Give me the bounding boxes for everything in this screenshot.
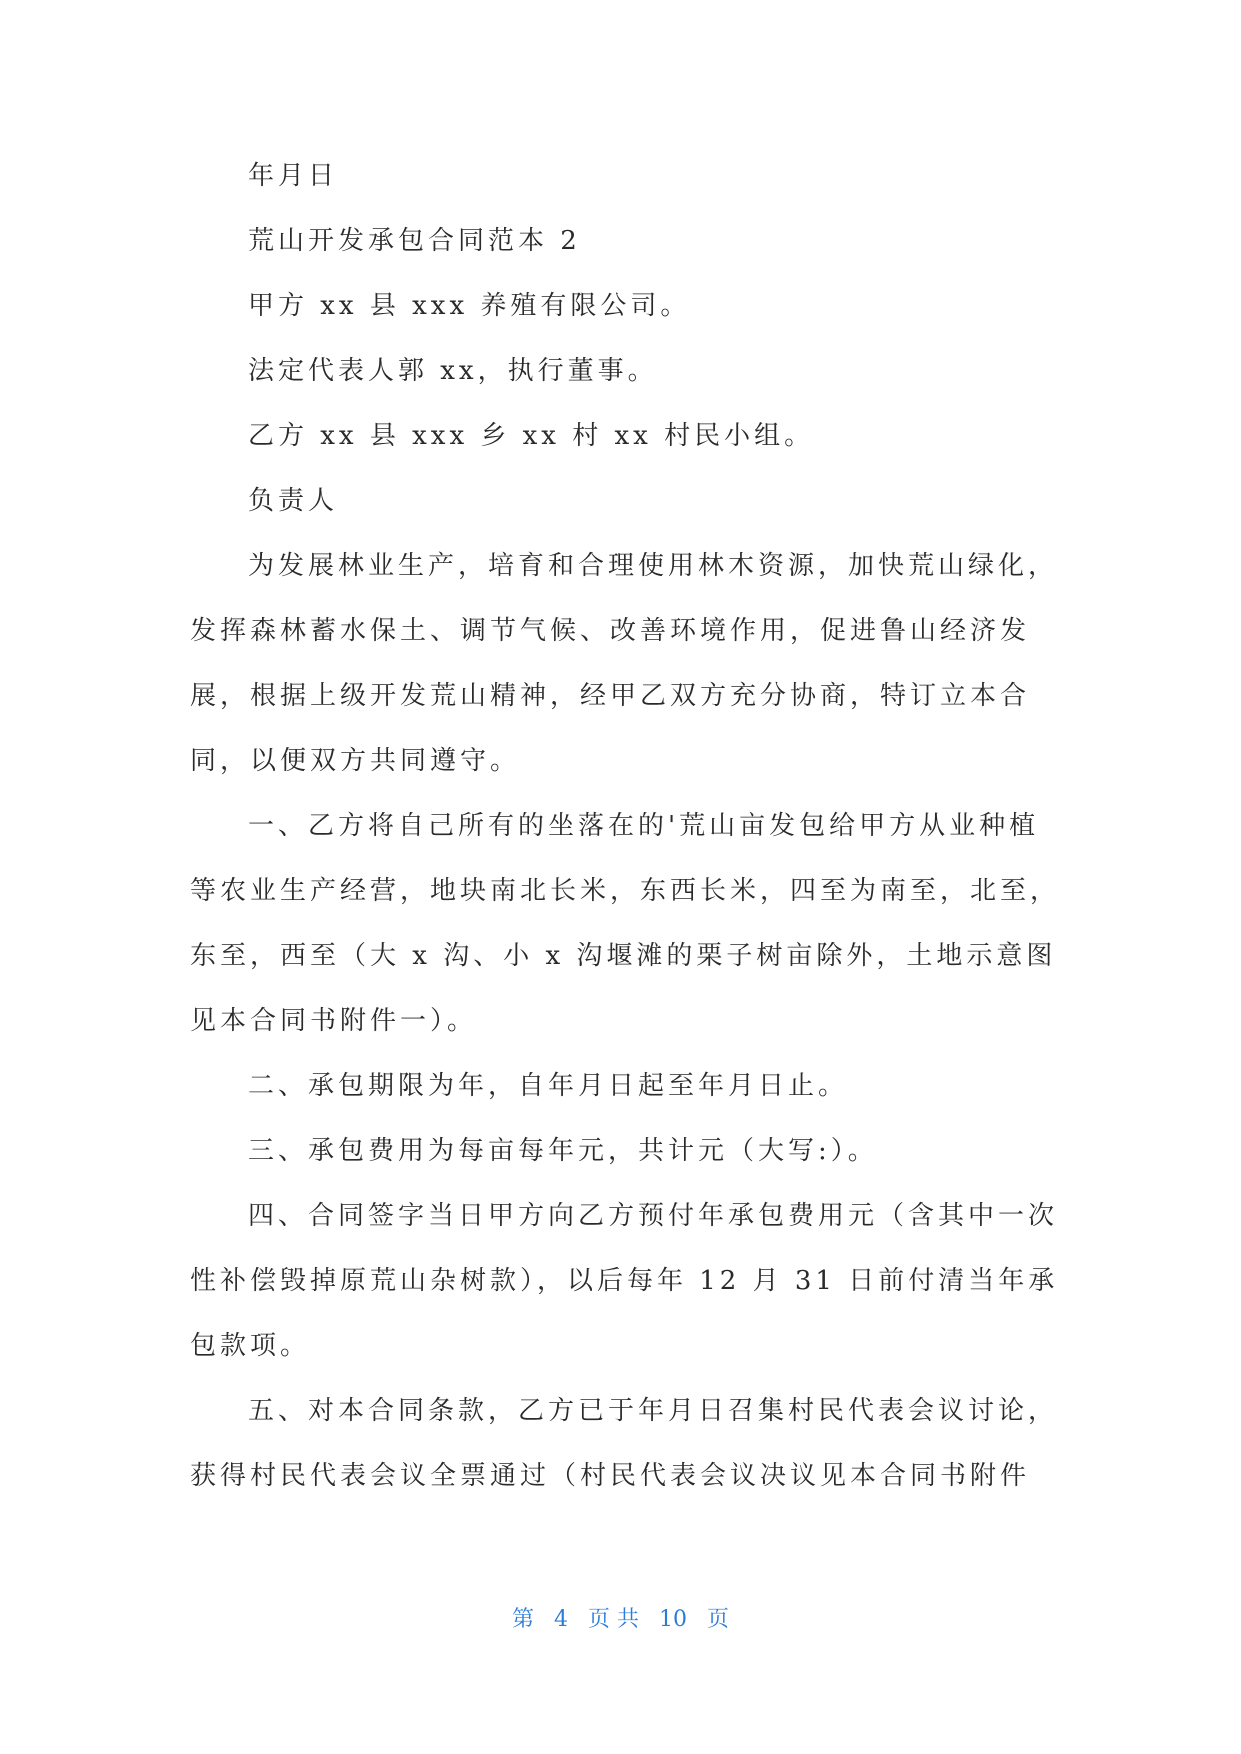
contract-title: 荒山开发承包合同范本 2 [248, 226, 581, 256]
footer-prefix: 第 [511, 1607, 534, 1632]
total-pages-number: 10 [659, 1607, 687, 1632]
footer-suffix: 页 [707, 1607, 730, 1632]
clause-4: 四、合同签字当日甲方向乙方预付年承包费用元（含其中一次性补偿毁掉原荒山杂树款），以后每年 12 月 31 日前付清当年承包款项。 [190, 1201, 1059, 1361]
party-a: 甲方 xx 县 xxx 养殖有限公司。 [248, 291, 691, 321]
page-footer [0, 1602, 1241, 1633]
document-body [190, 155, 1060, 1520]
date-line: 年月日 [248, 161, 339, 191]
current-page-number: 4 [554, 1607, 568, 1632]
legal-representative: 法定代表人郭 xx，执行董事。 [248, 356, 658, 386]
clause-1: 一、乙方将自己所有的坐落在的'荒山亩发包给甲方从业种植等农业生产经营，地块南北长米，东西长米，四至为南至，北至，东至，西至（大 x 沟、小 x 沟堰滩的栗子树亩除外，土地示意图见本合同书附件一）。 [190, 811, 1061, 1036]
preamble-paragraph: 为发展林业生产，培育和合理使用林木资源，加快荒山绿化，发挥森林蓄水保土、调节气候、改善环境作用，促进鲁山经济发展，根据上级开发荒山精神，经甲乙双方充分协商，特订立本合同，以便双方共同遵守。 [190, 551, 1059, 776]
clause-3: 三、承包费用为每亩每年元，共计元（大写:）。 [248, 1136, 878, 1166]
party-b: 乙方 xx 县 xxx 乡 xx 村 xx 村民小组。 [248, 421, 815, 451]
clause-5: 五、对本合同条款，乙方已于年月日召集村民代表会议讨论，获得村民代表会议全票通过（村民代表会议决议见本合同书附件 [190, 1396, 1059, 1491]
responsible-person: 负责人 [248, 486, 339, 516]
clause-2: 二、承包期限为年，自年月日起至年月日止。 [248, 1071, 849, 1101]
footer-middle: 页 共 [588, 1607, 639, 1632]
